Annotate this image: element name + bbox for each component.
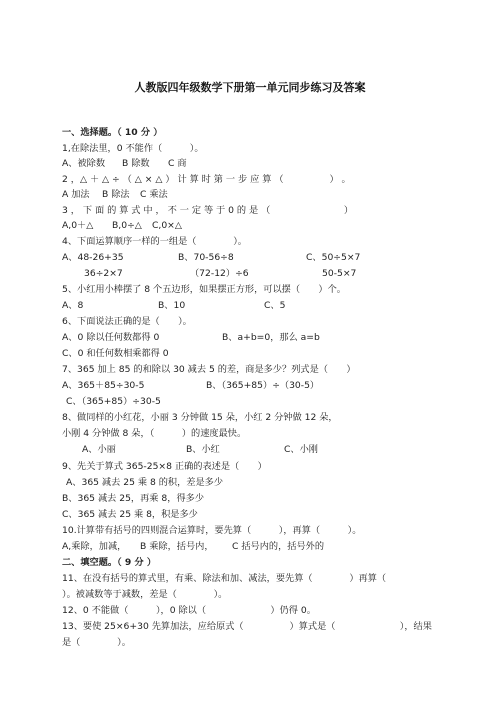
question-2-option-a: A 加法 bbox=[62, 189, 90, 200]
question-4-option-c-line1: C、50÷5×7 bbox=[306, 252, 361, 263]
section-heading-choice: 一、选择题。（ 10 分 ） bbox=[62, 127, 163, 138]
question-2-option-c: C 乘法 bbox=[140, 189, 168, 200]
page-title: 人教版四年级数学下册第一单元同步练习及答案 bbox=[134, 81, 366, 94]
question-4-option-b-line1: B、70-56÷8 bbox=[178, 252, 234, 263]
question-4-option-a-line2: 36÷2×7 bbox=[84, 268, 123, 279]
question-8-stem-line2: 小刚 4 分钟做 8 朵，（ ）的速度最快。 bbox=[62, 428, 247, 439]
question-6-option-a: A、0 除以任何数都得 0 bbox=[62, 332, 160, 343]
question-5-stem: 5、小红用小棒摆了 8 个五边形，如果摆正方形，可以摆（ ）个。 bbox=[62, 284, 346, 295]
question-9-option-c: C、365 减去 25 乘 8，积是多少 bbox=[62, 509, 198, 520]
question-3-option-b: B,0÷△ bbox=[112, 220, 142, 231]
question-4-stem: 4、下面运算顺序一样的一组是（ ）。 bbox=[62, 236, 247, 247]
question-4-option-c-line2: 50-5×7 bbox=[322, 268, 357, 279]
question-1-stem: 1,在除法里，0 不能作（ ）。 bbox=[62, 143, 204, 154]
question-7-stem: 7、365 加上 85 的和除以 30 减去 5 的差，商是多少？列式是（ ） bbox=[62, 364, 356, 375]
question-11-line2: ）。被减数等于减数，差是（ ）。 bbox=[62, 589, 228, 600]
question-10-stem: 10.计算带有括号的四则混合运算时，要先算（ ），再算（ ）。 bbox=[62, 525, 362, 536]
question-5-option-a: A、8 bbox=[62, 300, 84, 311]
question-2-option-b: B 除法 bbox=[102, 189, 130, 200]
question-6-option-b: B、a+b=0，那么 a=b bbox=[222, 332, 320, 343]
question-1-option-b: B 除数 bbox=[122, 158, 150, 169]
question-10-option-c: C 括号内的，括号外的 bbox=[232, 541, 325, 552]
question-7-option-c: C、（365+85）÷30-5 bbox=[66, 396, 161, 407]
question-1-option-c: C 商 bbox=[168, 158, 187, 169]
question-5-option-c: C、5 bbox=[264, 300, 286, 311]
question-8-stem-line1: 8、做同样的小红花，小丽 3 分钟做 15 朵，小红 2 分钟做 12 朵， bbox=[62, 412, 338, 423]
question-8-option-b: B、小红 bbox=[186, 444, 220, 455]
question-12-line1: 12、0 不能做（ ），0 除以（ ）仍得 0。 bbox=[62, 605, 316, 616]
question-13-line2: 是（ ）。 bbox=[62, 637, 131, 648]
question-5-option-b: B、10 bbox=[158, 300, 186, 311]
question-2-stem: 2 ，△ ＋ △ ÷ （ △ × △ ） 计 算 时 第 一 步 应 算 （ ） 。 bbox=[62, 174, 351, 185]
question-10-option-b: B 乘除，括号内， bbox=[140, 541, 214, 552]
question-1-option-a: A、被除数 bbox=[62, 158, 106, 169]
section-heading-fill: 二、填空题。（ 9 分 ） bbox=[62, 557, 157, 568]
question-9-option-a: A、365 减去 25 乘 8 的积，差是多少 bbox=[66, 477, 224, 488]
question-3-stem: 3 ， 下 面 的 算 式 中 ， 不 一 定 等 于 0 的 是 （ ） bbox=[62, 205, 354, 216]
question-9-stem: 9、先关于算式 365-25×8 正确的表述是（ ） bbox=[62, 461, 267, 472]
question-9-option-b: B、365 减去 25，再乘 8，得多少 bbox=[62, 493, 205, 504]
question-11-line1: 11、在没有括号的算式里，有乘、除法和加、减法，要先算（ ）再算（ bbox=[62, 573, 414, 584]
question-8-option-a: A、小丽 bbox=[82, 444, 116, 455]
question-10-option-a: A,乘除，加减， bbox=[62, 541, 127, 552]
question-6-option-c: C、0 和任何数相乘都得 0 bbox=[62, 348, 169, 359]
question-7-option-b: B、（365+85）÷（30-5） bbox=[206, 380, 320, 391]
question-4-option-a-line1: A、48-26+35 bbox=[62, 252, 124, 263]
question-4-option-b-line2: （72-12）÷6 bbox=[190, 268, 249, 279]
question-13-line1: 13、要使 25×6+30 先算加法，应给原式（ ）算式是（ ），结果 bbox=[62, 621, 432, 632]
question-3-option-a: A,0＋△ bbox=[62, 220, 94, 231]
question-6-stem: 6、下面说法正确的是（ ）。 bbox=[62, 316, 192, 327]
question-8-option-c: C、小刚 bbox=[284, 444, 318, 455]
question-7-option-a: A、365＋85÷30-5 bbox=[62, 380, 145, 391]
question-3-option-c: C,0×△ bbox=[152, 220, 182, 231]
